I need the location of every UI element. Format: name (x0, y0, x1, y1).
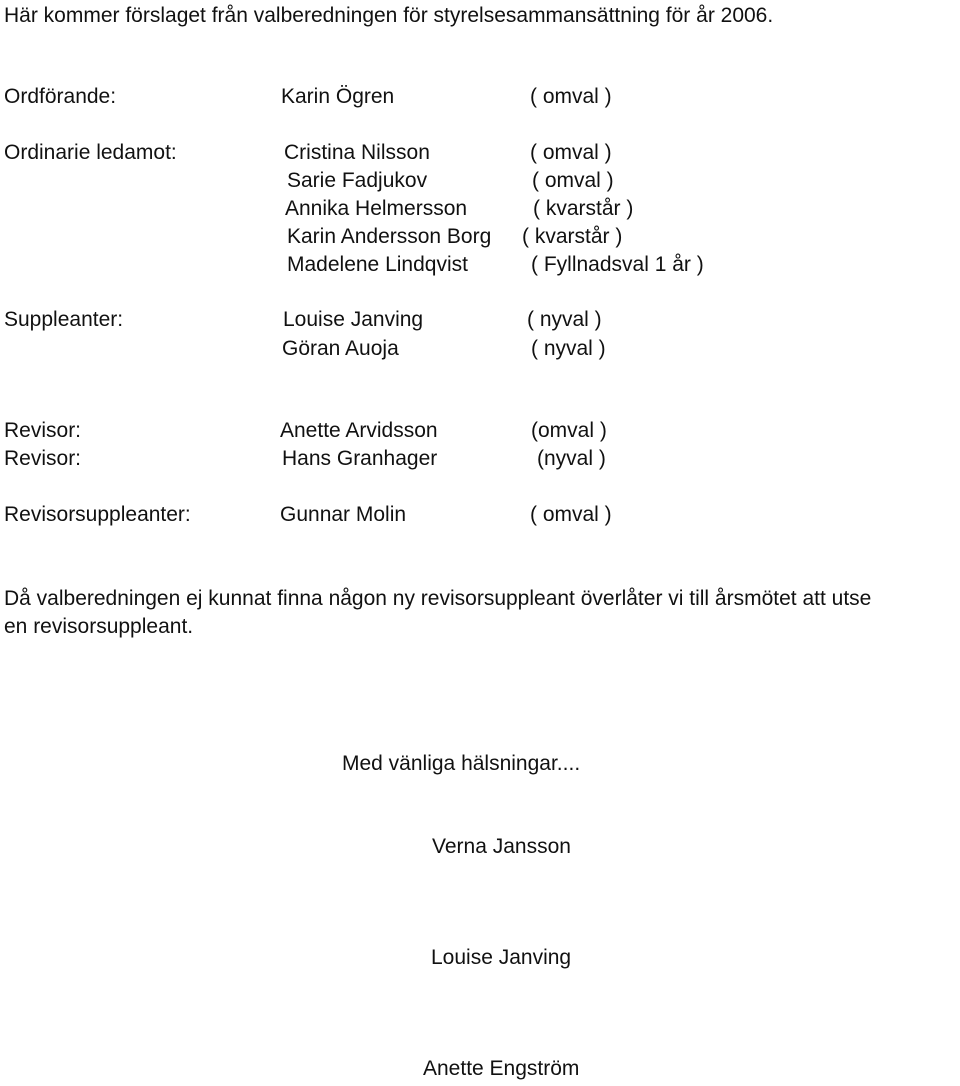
ordinary-member-name: Sarie Fadjukov (287, 169, 428, 192)
note-line-2: en revisorsuppleant. (4, 615, 194, 638)
substitute-status: ( nyval ) (531, 337, 606, 360)
ordinary-member-status: ( omval ) (530, 141, 612, 164)
ordinary-member-name: Cristina Nilsson (284, 141, 430, 164)
ordinary-member-status: ( Fyllnadsval 1 år ) (531, 253, 704, 276)
substitute-name: Göran Auoja (282, 337, 399, 360)
closing-greeting: Med vänliga hälsningar.... (342, 752, 581, 775)
auditor-substitute-role-label: Revisorsuppleanter: (4, 503, 191, 526)
intro-text: Här kommer förslaget från valberedningen för styrelsesammansättning för år 2006. (4, 4, 774, 27)
substitute-status: ( nyval ) (527, 308, 602, 331)
chair-status: ( omval ) (530, 85, 612, 108)
signature-name: Anette Engström (423, 1057, 580, 1080)
ordinary-member-name: Karin Andersson Borg (287, 225, 492, 248)
ordinary-member-status: ( kvarstår ) (522, 225, 623, 248)
auditor-name: Anette Arvidsson (280, 419, 438, 442)
auditor-role-label: Revisor: (4, 447, 82, 470)
auditor-substitute-status: ( omval ) (530, 503, 612, 526)
auditor-substitute-name: Gunnar Molin (280, 503, 407, 526)
chair-role-label: Ordförande: (4, 85, 117, 108)
ordinary-role-label: Ordinarie ledamot: (4, 141, 177, 164)
auditor-status: (nyval ) (537, 447, 606, 470)
ordinary-member-status: ( omval ) (532, 169, 614, 192)
substitutes-role-label: Suppleanter: (4, 308, 124, 331)
signature-name: Louise Janving (431, 946, 572, 969)
auditor-name: Hans Granhager (282, 447, 438, 470)
auditor-role-label: Revisor: (4, 419, 82, 442)
ordinary-member-name: Madelene Lindqvist (287, 253, 468, 276)
ordinary-member-name: Annika Helmersson (285, 197, 468, 220)
signature-name: Verna Jansson (432, 835, 571, 858)
chair-name: Karin Ögren (281, 85, 395, 108)
note-line-1: Då valberedningen ej kunnat finna någon ny revisorsuppleant överlåter vi till årsmötet att utse (4, 587, 872, 610)
auditor-status: (omval ) (531, 419, 607, 442)
substitute-name: Louise Janving (283, 308, 424, 331)
ordinary-member-status: ( kvarstår ) (533, 197, 634, 220)
